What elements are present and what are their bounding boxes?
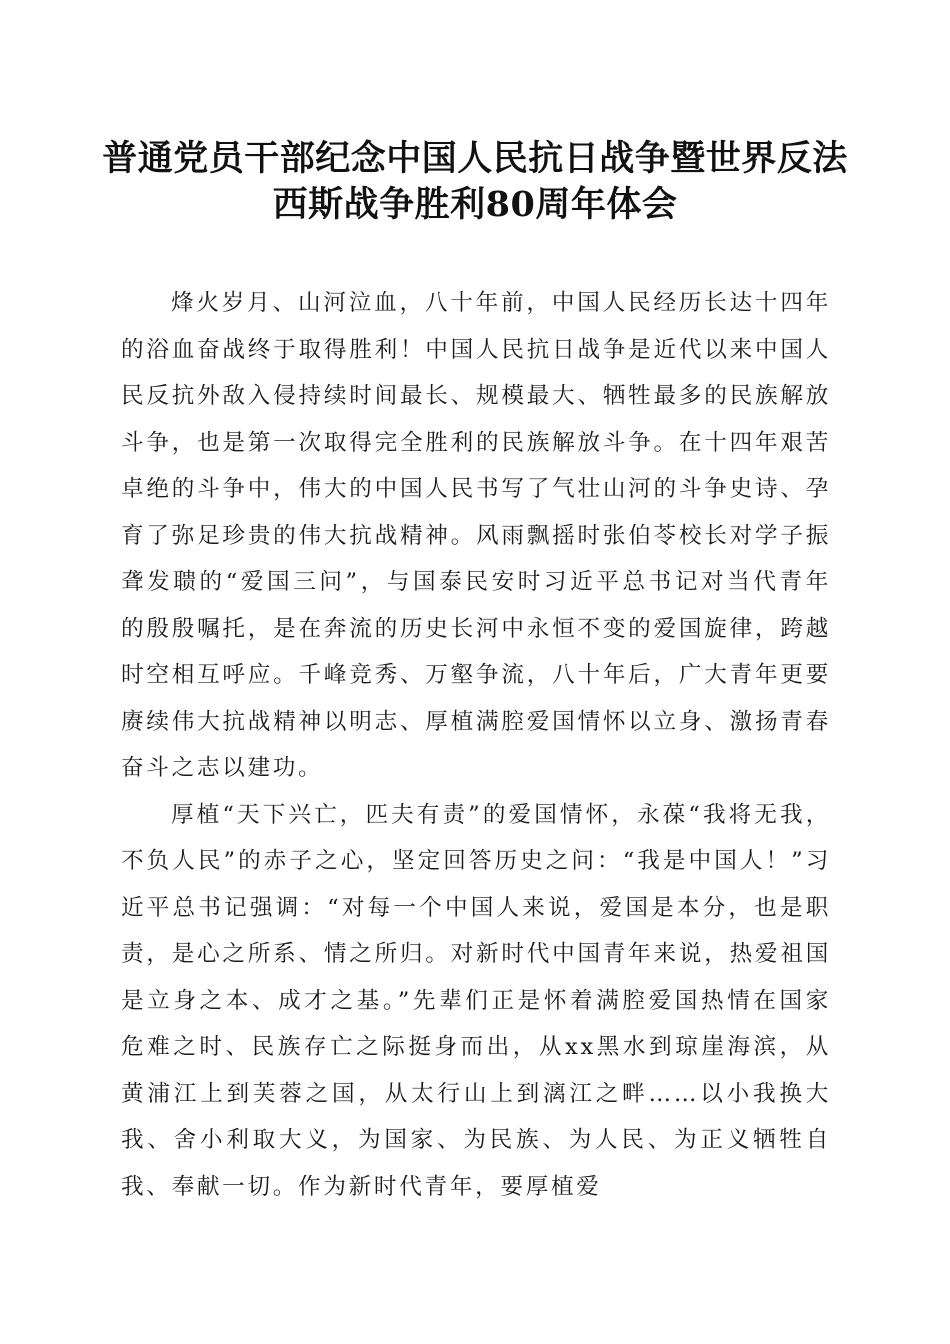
document-body — [121, 280, 831, 1210]
paragraph-2: 厚植“天下兴亡，匹夫有责”的爱国情怀，永葆“我将无我，不负人民”的赤子之心，坚定回答历史之问：“我是中国人！”习近平总书记强调：“对每一个中国人来说，爱国是本分，也是职责，是心之所系、情之所归。对新时代中国青年来说，热爱祖国是立身之本、成才之基。”先辈们正是怀着满腔爱国热情在国家危难之时、民族存亡之际挺身而出，从xx黑水到琼崖海滨，从黄浦江上到芙蓉之国，从太行山上到漓江之畔……以小我换大我、舍小利取大义，为国家、为民族、为人民、为正义牺牲自我、奉献一切。作为新时代青年，要厚植爱 — [121, 801, 831, 1200]
paragraph-1: 烽火岁月、山河泣血，八十年前，中国人民经历长达十四年的浴血奋战终于取得胜利！中国人民抗日战争是近代以来中国人民反抗外敌入侵持续时间最长、规模最大、牺牲最多的民族解放斗争，也是第一次取得完全胜利的民族解放斗争。在十四年艰苦卓绝的斗争中，伟大的中国人民书写了气壮山河的斗争史诗、孕育了弥足珍贵的伟大抗战精神。风雨飘摇时张伯苓校长对学子振聋发聩的“爱国三问”，与国泰民安时习近平总书记对当代青年的殷殷嘱托，是在奔流的历史长河中永恒不变的爱国旋律，跨越时空相互呼应。千峰竞秀、万壑争流，八十年后，广大青年更要赓续伟大抗战精神以明志、厚植满腔爱国情怀以立身、激扬青春奋斗之志以建功。 — [121, 290, 831, 781]
document-title: 普通党员干部纪念中国人民抗日战争暨世界反法西斯战争胜利80周年体会 — [102, 138, 848, 225]
